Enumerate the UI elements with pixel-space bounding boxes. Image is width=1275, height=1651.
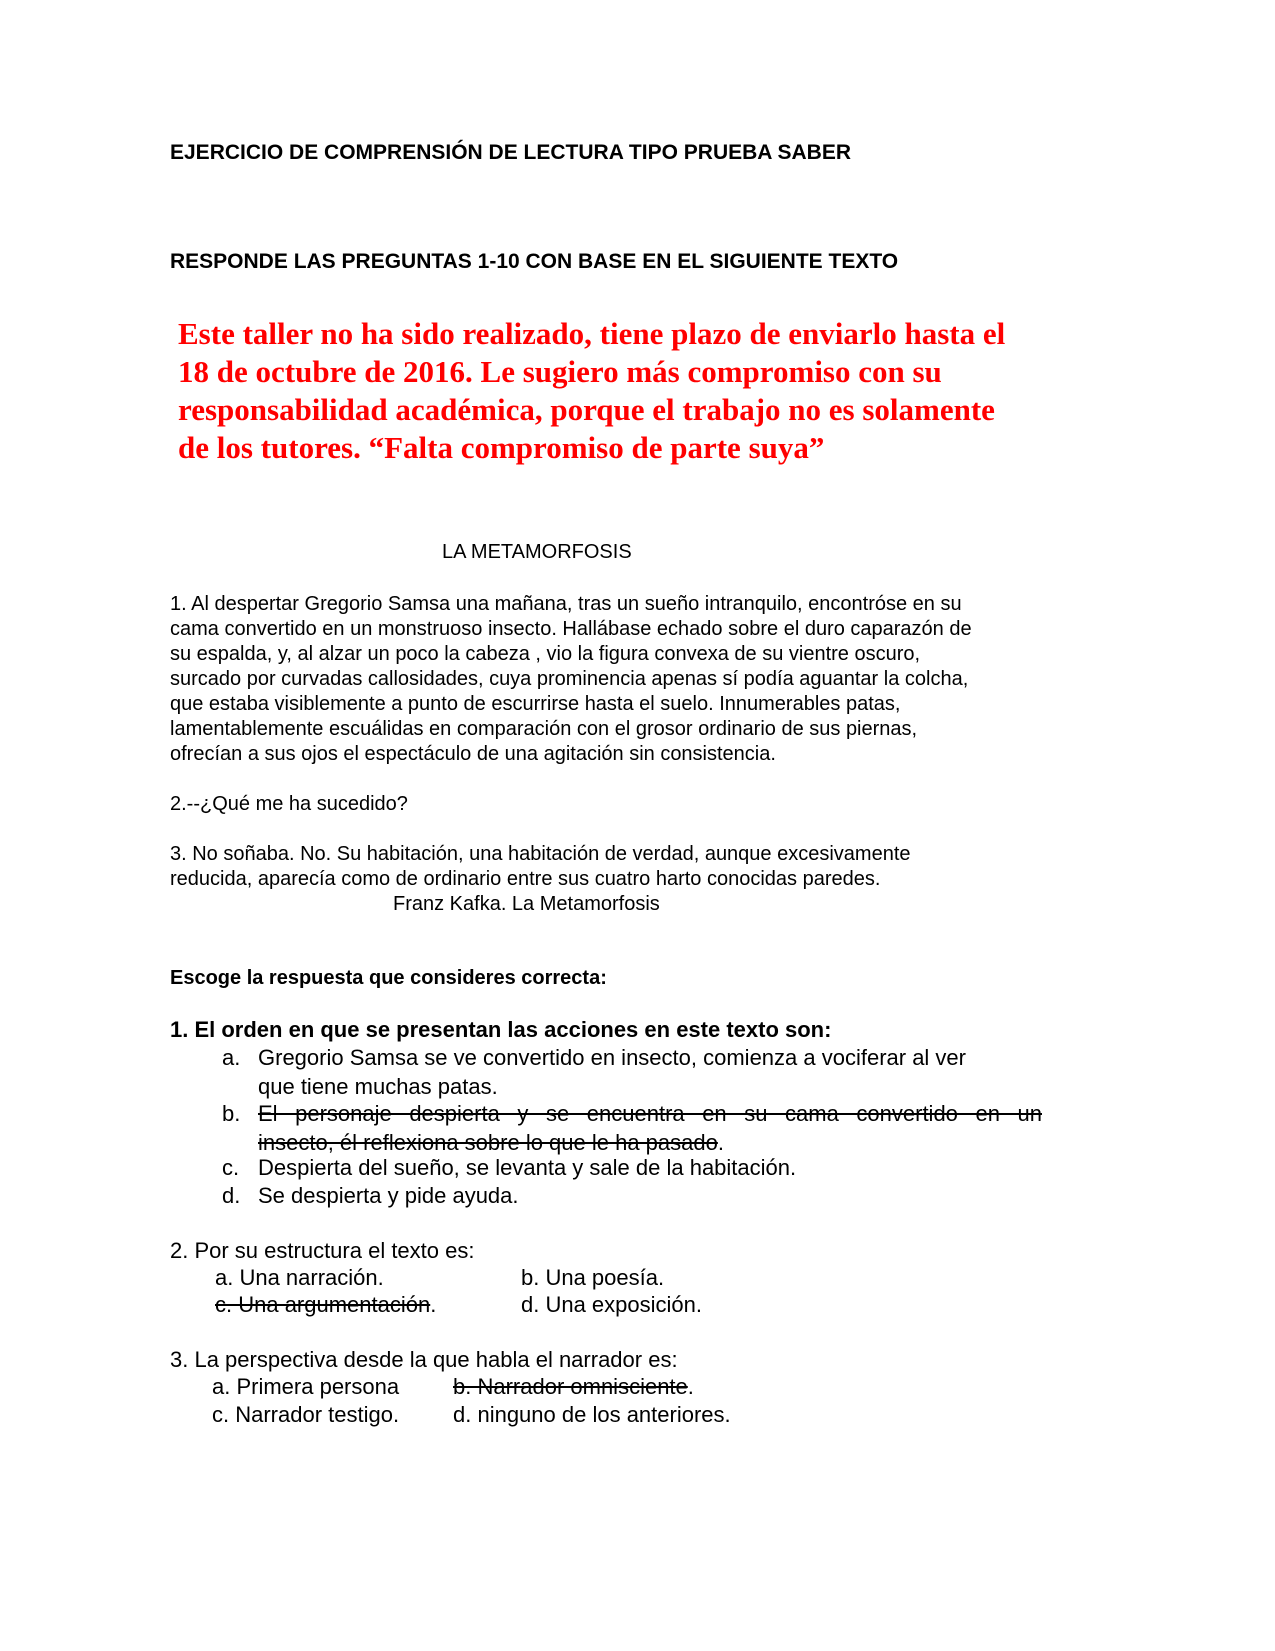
paragraph-line: 3. No soñaba. No. Su habitación, una habitación de verdad, aunque excesivamente	[170, 843, 911, 865]
question-1-option-b-label: b.	[222, 1101, 241, 1126]
struck-text: b. Narrador omnisciente	[453, 1374, 688, 1399]
option-line: Gregorio Samsa se ve convertido en insecto, comienza a vociferar al ver	[258, 1045, 966, 1070]
teacher-note-line: Este taller no ha sido realizado, tiene plazo de enviarlo hasta el	[178, 316, 1006, 351]
teacher-note-line: de los tutores. “Falta compromiso de parte suya”	[178, 430, 825, 465]
reading-paragraph-3	[170, 842, 911, 892]
question-2-option-b[interactable]: b. Una poesía.	[521, 1265, 665, 1290]
question-1-option-b-line-1[interactable]: El personaje despierta y se encuentra en su cama convertido en un	[258, 1101, 1042, 1126]
struck-text: c. Una argumentación	[215, 1292, 431, 1317]
question-2-option-a[interactable]: a. Una narración.	[215, 1265, 384, 1290]
teacher-note-line: responsabilidad académica, porque el trabajo no es solamente	[178, 392, 995, 427]
reading-paragraph-1	[170, 592, 972, 767]
period: .	[687, 1374, 694, 1399]
question-3-option-a[interactable]: a. Primera persona	[212, 1374, 400, 1399]
question-1-option-c-label: c.	[222, 1155, 240, 1180]
paragraph-line: 1. Al despertar Gregorio Samsa una mañana, tras un sueño intranquilo, encontróse en su	[170, 593, 962, 615]
question-3-option-b[interactable]	[453, 1372, 694, 1401]
question-1-stem: 1. El orden en que se presentan las acciones en este texto son:	[170, 1017, 832, 1042]
paragraph-line: cama convertido en un monstruoso insecto. Hallábase echado sobre el duro caparazón de	[170, 618, 972, 640]
question-3-option-d[interactable]: d. ninguno de los anteriores.	[453, 1402, 731, 1427]
paragraph-line: ofrecían a sus ojos el espectáculo de una agitación sin consistencia.	[170, 743, 776, 765]
teacher-note	[178, 315, 1098, 467]
question-1-option-c[interactable]: Despierta del sueño, se levanta y sale de la habitación.	[258, 1155, 797, 1180]
period: .	[430, 1292, 437, 1317]
paragraph-line: lamentablemente escuálidas en comparación con el grosor ordinario de sus piernas,	[170, 718, 918, 740]
question-1-option-a-label: a.	[222, 1045, 241, 1070]
reading-title: LA METAMORFOSIS	[442, 541, 632, 563]
question-1-option-d-label: d.	[222, 1183, 241, 1208]
page-title: EJERCICIO DE COMPRENSIÓN DE LECTURA TIPO PRUEBA SABER	[170, 141, 852, 164]
teacher-note-line: 18 de octubre de 2016. Le sugiero más compromiso con su	[178, 354, 942, 389]
paragraph-line: reducida, aparecía como de ordinario entre sus cuatro harto conocidas paredes.	[170, 868, 881, 890]
question-1-option-a[interactable]	[258, 1043, 966, 1101]
paragraph-line: que estaba visiblemente a punto de escurrirse hasta el suelo. Innumerables patas,	[170, 693, 901, 715]
reading-source: Franz Kafka. La Metamorfosis	[393, 893, 660, 915]
paragraph-line: surcado por curvadas callosidades, cuya prominencia apenas sí podía aguantar la colcha,	[170, 668, 969, 690]
question-3-stem: 3. La perspectiva desde la que habla el narrador es:	[170, 1347, 678, 1372]
question-2-stem: 2. Por su estructura el texto es:	[170, 1238, 475, 1263]
question-1-option-d[interactable]: Se despierta y pide ayuda.	[258, 1183, 519, 1208]
reading-paragraph-2: 2.--¿Qué me ha sucedido?	[170, 793, 408, 815]
questions-heading: Escoge la respuesta que consideres correcta:	[170, 967, 607, 989]
period: .	[717, 1130, 724, 1155]
instruction-heading: RESPONDE LAS PREGUNTAS 1-10 CON BASE EN EL SIGUIENTE TEXTO	[170, 250, 899, 273]
option-line: que tiene muchas patas.	[258, 1074, 498, 1099]
question-3-option-c[interactable]: c. Narrador testigo.	[212, 1402, 400, 1427]
question-2-option-c[interactable]	[215, 1290, 436, 1319]
struck-text: insecto, él reflexiona sobre lo que le ha pasado	[258, 1130, 718, 1155]
paragraph-line: su espalda, y, al alzar un poco la cabeza , vio la figura convexa de su vientre oscuro,	[170, 643, 921, 665]
question-2-option-d[interactable]: d. Una exposición.	[521, 1292, 702, 1317]
